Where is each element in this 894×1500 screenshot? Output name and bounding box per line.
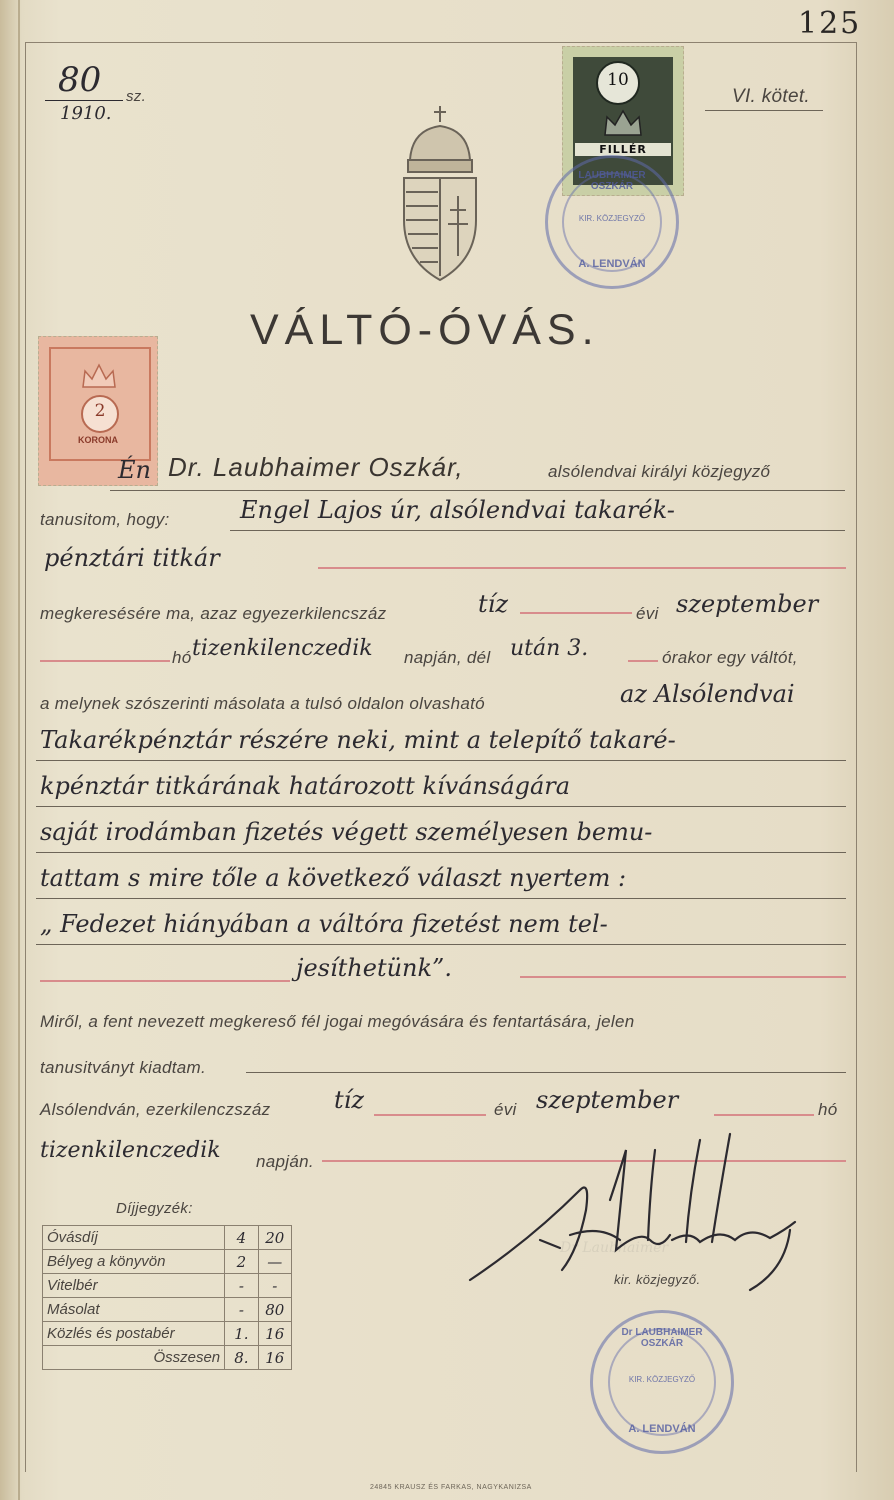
handwritten-line-5: kpénztár titkárának határozott kívánságára [40, 772, 571, 800]
megkeresesere-text: megkeresésére ma, azaz egyezerkilencszáz [40, 604, 387, 623]
seal-2-mid-text: KIR. KÖZJEGYZŐ [628, 1375, 696, 1384]
seal-2-top-text: Dr LAUBHAIMER OSZKÁR [621, 1327, 703, 1349]
fee-korona: 8. [225, 1346, 258, 1370]
handwritten-line-4: Takarékpénztár részére neki, mint a telepítő takaré- [40, 726, 676, 754]
red-fill-line-3 [318, 567, 846, 569]
korona-label: KORONA [78, 435, 118, 445]
korona-value: 2 [94, 401, 106, 421]
fee-row [43, 1250, 292, 1274]
fee-korona: - [225, 1298, 258, 1322]
fee-label: Óvásdíj [43, 1226, 225, 1250]
volume-underline [705, 110, 823, 111]
coat-of-arms-icon [390, 100, 490, 285]
fees-title: Díjjegyzék: [116, 1200, 193, 1217]
notary-seal-bottom [590, 1310, 734, 1454]
fee-filler: - [258, 1274, 291, 1298]
red-fill-line-5a [40, 660, 170, 662]
rule-line-2 [230, 530, 845, 531]
frame-left-border [25, 42, 26, 1472]
red-fill-line-5b [628, 660, 658, 662]
notary-role: alsólendvai királyi közjegyző [548, 462, 771, 481]
handwritten-line-2: pénztári titkár [44, 544, 220, 572]
seal-2-bottom-text: A. LENDVÁN [628, 1423, 696, 1435]
evi-text: évi [636, 604, 659, 623]
red-fill-line-12a [40, 980, 290, 982]
tanusitom-text: tanusitom, hogy: [40, 510, 170, 529]
rule-line-8 [36, 806, 846, 807]
volume-label: VI. kötet. [732, 86, 810, 107]
kir-kozjegyzo-text: kir. közjegyző. [614, 1272, 701, 1287]
fee-korona: 2 [225, 1250, 258, 1274]
seal-mid-text: KIR. KÖZJEGYZŐ [578, 214, 646, 223]
rule-line-14 [246, 1072, 846, 1073]
seal-top-text: LAUBHAIMER OSZKÁR [578, 170, 646, 192]
en-word: Én [118, 456, 151, 484]
fee-korona: 1. [225, 1322, 258, 1346]
handwritten-time: után 3. [510, 636, 589, 661]
crown-icon [601, 105, 645, 139]
notary-name: Dr. Laubhaimer Oszkár, [168, 452, 464, 482]
handwritten-line-7: tattam s mire tőle a következő választ nyertem : [40, 864, 627, 892]
handwritten-line-6: saját irodámban fizetés végett személyesen bemu- [40, 818, 653, 846]
handwritten-line-9: jesíthetünk”. [296, 954, 452, 982]
record-number-underline [45, 100, 123, 101]
fee-row [43, 1274, 292, 1298]
fee-label: Vitelbér [43, 1274, 225, 1298]
fee-row [43, 1322, 292, 1346]
record-year: 1910. [60, 103, 112, 124]
red-fill-line-4a [520, 612, 632, 614]
red-fill-line-15a [374, 1114, 486, 1116]
ho-2-text: hó [818, 1100, 838, 1119]
record-suffix: sz. [126, 88, 147, 105]
rule-line-9 [36, 852, 846, 853]
tanusitvanyt-text: tanusitványt kiadtam. [40, 1058, 206, 1077]
fee-label: Másolat [43, 1298, 225, 1322]
fee-filler: 16 [258, 1346, 291, 1370]
printer-imprint: 24845 KRAUSZ ÉS FARKAS, NAGYKANIZSA [370, 1484, 532, 1491]
handwritten-line-8: „ Fedezet hiányában a váltóra fizetést nem tel- [40, 910, 608, 938]
red-fill-line-15b [714, 1114, 814, 1116]
fee-korona: 4 [225, 1226, 258, 1250]
red-fill-line-12b [520, 976, 846, 978]
rule-line-7 [36, 760, 846, 761]
fee-label: Közlés és postabér [43, 1322, 225, 1346]
alsolendvan-text: Alsólendván, ezerkilenczszáz [40, 1100, 271, 1119]
handwritten-line-3: az Alsólendvai [620, 680, 795, 708]
fee-row [43, 1226, 292, 1250]
a-melynek-text: a melynek szószerinti másolata a tulsó oldalon olvasható [40, 694, 485, 713]
rule-line-1 [110, 490, 845, 491]
filler-label: FILLÉR [575, 143, 671, 156]
fee-label: Bélyeg a könyvön [43, 1250, 225, 1274]
binding-edge [18, 0, 20, 1500]
frame-top-border [25, 42, 857, 43]
notary-seal-top [545, 155, 679, 289]
fee-korona: - [225, 1274, 258, 1298]
record-number: 80 [58, 60, 102, 100]
fee-filler: 16 [258, 1322, 291, 1346]
handwritten-year: tíz [478, 590, 508, 618]
handwritten-month-2: szeptember [536, 1086, 679, 1114]
rule-line-10 [36, 898, 846, 899]
napjan-del-text: napján, dél [404, 648, 491, 667]
handwritten-line-1: Engel Lajos úr, alsólendvai takarék- [240, 496, 675, 524]
fee-filler: — [258, 1250, 291, 1274]
fee-filler: 20 [258, 1226, 291, 1250]
fee-row [43, 1298, 292, 1322]
mirol-text: Miről, a fent nevezett megkereső fél jogai megóvására és fentartására, jelen [40, 1012, 635, 1031]
ho-text: hó [172, 648, 192, 667]
napjan-2-text: napján. [256, 1152, 314, 1171]
evi-2-text: évi [494, 1100, 517, 1119]
page-number: 125 [798, 6, 862, 41]
handwritten-day-2: tizenkilenczedik [40, 1138, 221, 1163]
crown-icon [79, 361, 119, 391]
fee-filler: 80 [258, 1298, 291, 1322]
document-title: VÁLTÓ-ÓVÁS. [250, 306, 600, 354]
fee-label: Összesen [43, 1346, 225, 1370]
frame-right-border [856, 42, 857, 1472]
fee-row [43, 1346, 292, 1370]
filler-value: 10 [607, 70, 629, 90]
rule-line-11 [36, 944, 846, 945]
orakor-text: órakor egy váltót, [662, 648, 798, 667]
seal-bottom-text: A. LENDVÁN [578, 258, 646, 270]
handwritten-day: tizenkilenczedik [192, 636, 373, 661]
handwritten-year-2: tíz [334, 1086, 364, 1114]
signature-text: Dr Laubhaimer [560, 1240, 669, 1256]
fees-table [42, 1225, 292, 1370]
handwritten-month: szeptember [676, 590, 819, 618]
